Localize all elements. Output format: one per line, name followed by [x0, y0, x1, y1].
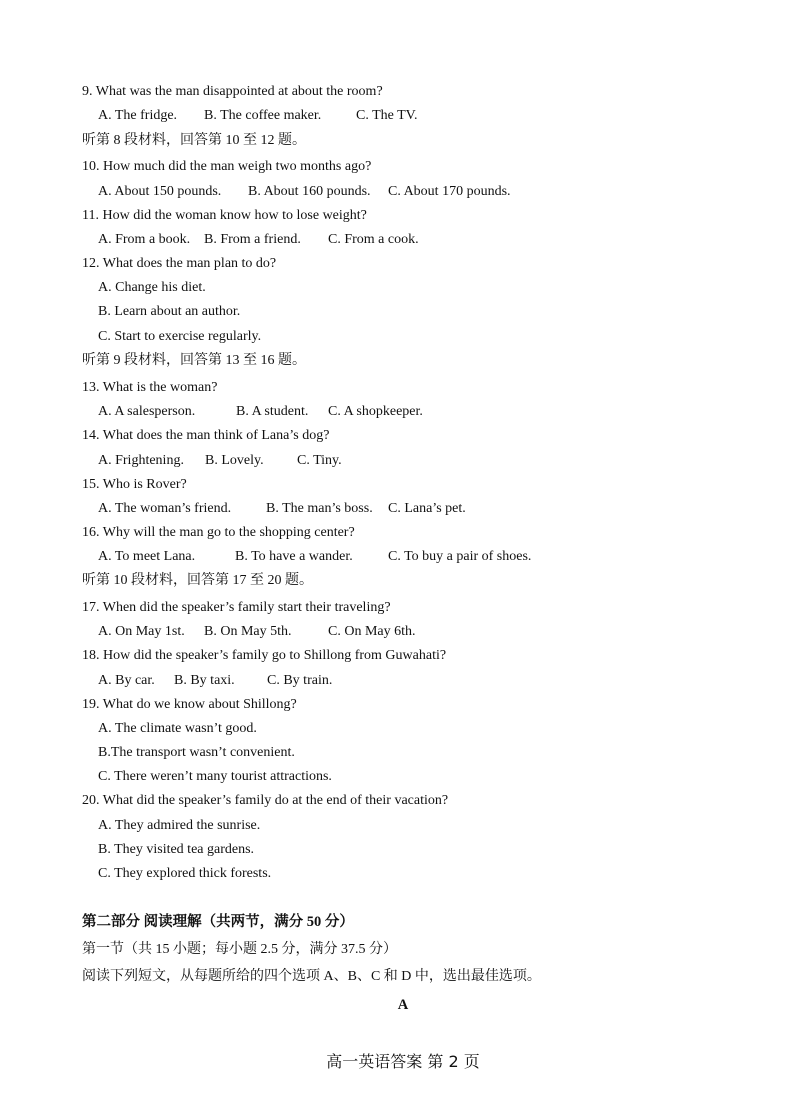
question-12-option-a: A. Change his diet. — [98, 280, 206, 295]
part-2-title: 第二部分 阅读理解（共两节，满分 50 分） — [82, 914, 354, 930]
question-15-stem: 15. Who is Rover? — [82, 477, 187, 492]
option-b: B. About 160 pounds. — [248, 184, 371, 199]
option-c: C. Lana’s pet. — [388, 501, 466, 516]
option-c: C. From a cook. — [328, 232, 419, 247]
question-17-stem: 17. When did the speaker’s family start their traveling? — [82, 600, 391, 615]
question-9-options — [98, 107, 417, 125]
question-10-options — [98, 183, 511, 201]
option-c: C. The TV. — [356, 108, 418, 123]
question-12-option-c: C. Start to exercise regularly. — [98, 329, 262, 344]
question-19-option-c: C. There weren’t many tourist attractions. — [98, 769, 332, 784]
question-15-options — [98, 500, 466, 518]
option-a: A. About 150 pounds. — [98, 184, 222, 199]
option-a: A. The fridge. — [98, 108, 178, 123]
question-20-stem: 20. What did the speaker’s family do at the end of their vacation? — [82, 793, 449, 808]
question-12-stem: 12. What does the man plan to do? — [82, 256, 277, 271]
page-footer: 高一英语答案 第 2 页 — [326, 1052, 480, 1071]
section-intro-10: 听第 10 段材料，回答第 17 至 20 题。 — [82, 573, 313, 588]
option-b: B. The man’s boss. — [266, 501, 373, 516]
option-c: C. A shopkeeper. — [328, 404, 423, 419]
option-b: B. By taxi. — [174, 673, 235, 688]
option-b: B. A student. — [236, 404, 309, 419]
option-c: C. By train. — [267, 673, 333, 688]
option-c: C. About 170 pounds. — [388, 184, 511, 199]
question-10-stem: 10. How much did the man weigh two months ago? — [82, 159, 372, 174]
option-a: A. To meet Lana. — [98, 549, 196, 564]
option-c: C. On May 6th. — [328, 624, 416, 639]
option-a: A. On May 1st. — [98, 624, 185, 639]
question-20-option-b: B. They visited tea gardens. — [98, 842, 255, 857]
section-intro-9: 听第 9 段材料，回答第 13 至 16 题。 — [82, 353, 306, 368]
question-13-options — [98, 403, 423, 421]
question-18-stem: 18. How did the speaker’s family go to Shillong from Guwahati? — [82, 648, 447, 663]
question-18-options — [98, 672, 332, 690]
option-a: A. The woman’s friend. — [98, 501, 232, 516]
passage-label: A — [397, 997, 409, 1013]
option-b: B. To have a wander. — [235, 549, 353, 564]
question-19-option-a: A. The climate wasn’t good. — [98, 721, 257, 736]
section-intro-8: 听第 8 段材料，回答第 10 至 12 题。 — [82, 133, 306, 148]
question-11-options — [98, 231, 419, 249]
section-1-info: 第一节（共 15 小题；每小题 2.5 分，满分 37.5 分） — [82, 942, 397, 957]
question-9-stem: 9. What was the man disappointed at about the room? — [82, 84, 383, 99]
reading-instruction: 阅读下列短文，从每题所给的四个选项 A、B、C 和 D 中，选出最佳选项。 — [82, 969, 541, 984]
question-11-stem: 11. How did the woman know how to lose weight? — [82, 208, 367, 223]
option-c: C. To buy a pair of shoes. — [388, 549, 532, 564]
question-16-stem: 16. Why will the man go to the shopping center? — [82, 525, 355, 540]
option-a: A. Frightening. — [98, 453, 184, 468]
option-b: B. Lovely. — [205, 453, 264, 468]
option-a: A. A salesperson. — [98, 404, 196, 419]
question-14-options — [98, 452, 342, 470]
option-b: B. On May 5th. — [204, 624, 292, 639]
option-a: A. From a book. — [98, 232, 191, 247]
question-20-option-a: A. They admired the sunrise. — [98, 818, 261, 833]
question-17-options — [98, 623, 416, 641]
option-b: B. From a friend. — [204, 232, 301, 247]
option-c: C. Tiny. — [297, 453, 342, 468]
question-20-option-c: C. They explored thick forests. — [98, 866, 272, 881]
question-19-stem: 19. What do we know about Shillong? — [82, 697, 297, 712]
option-b: B. The coffee maker. — [204, 108, 322, 123]
question-12-option-b: B. Learn about an author. — [98, 304, 241, 319]
question-19-option-b: B.The transport wasn’t convenient. — [98, 745, 295, 760]
question-16-options — [98, 548, 531, 566]
question-13-stem: 13. What is the woman? — [82, 380, 218, 395]
option-a: A. By car. — [98, 673, 155, 688]
question-14-stem: 14. What does the man think of Lana’s dog? — [82, 428, 330, 443]
